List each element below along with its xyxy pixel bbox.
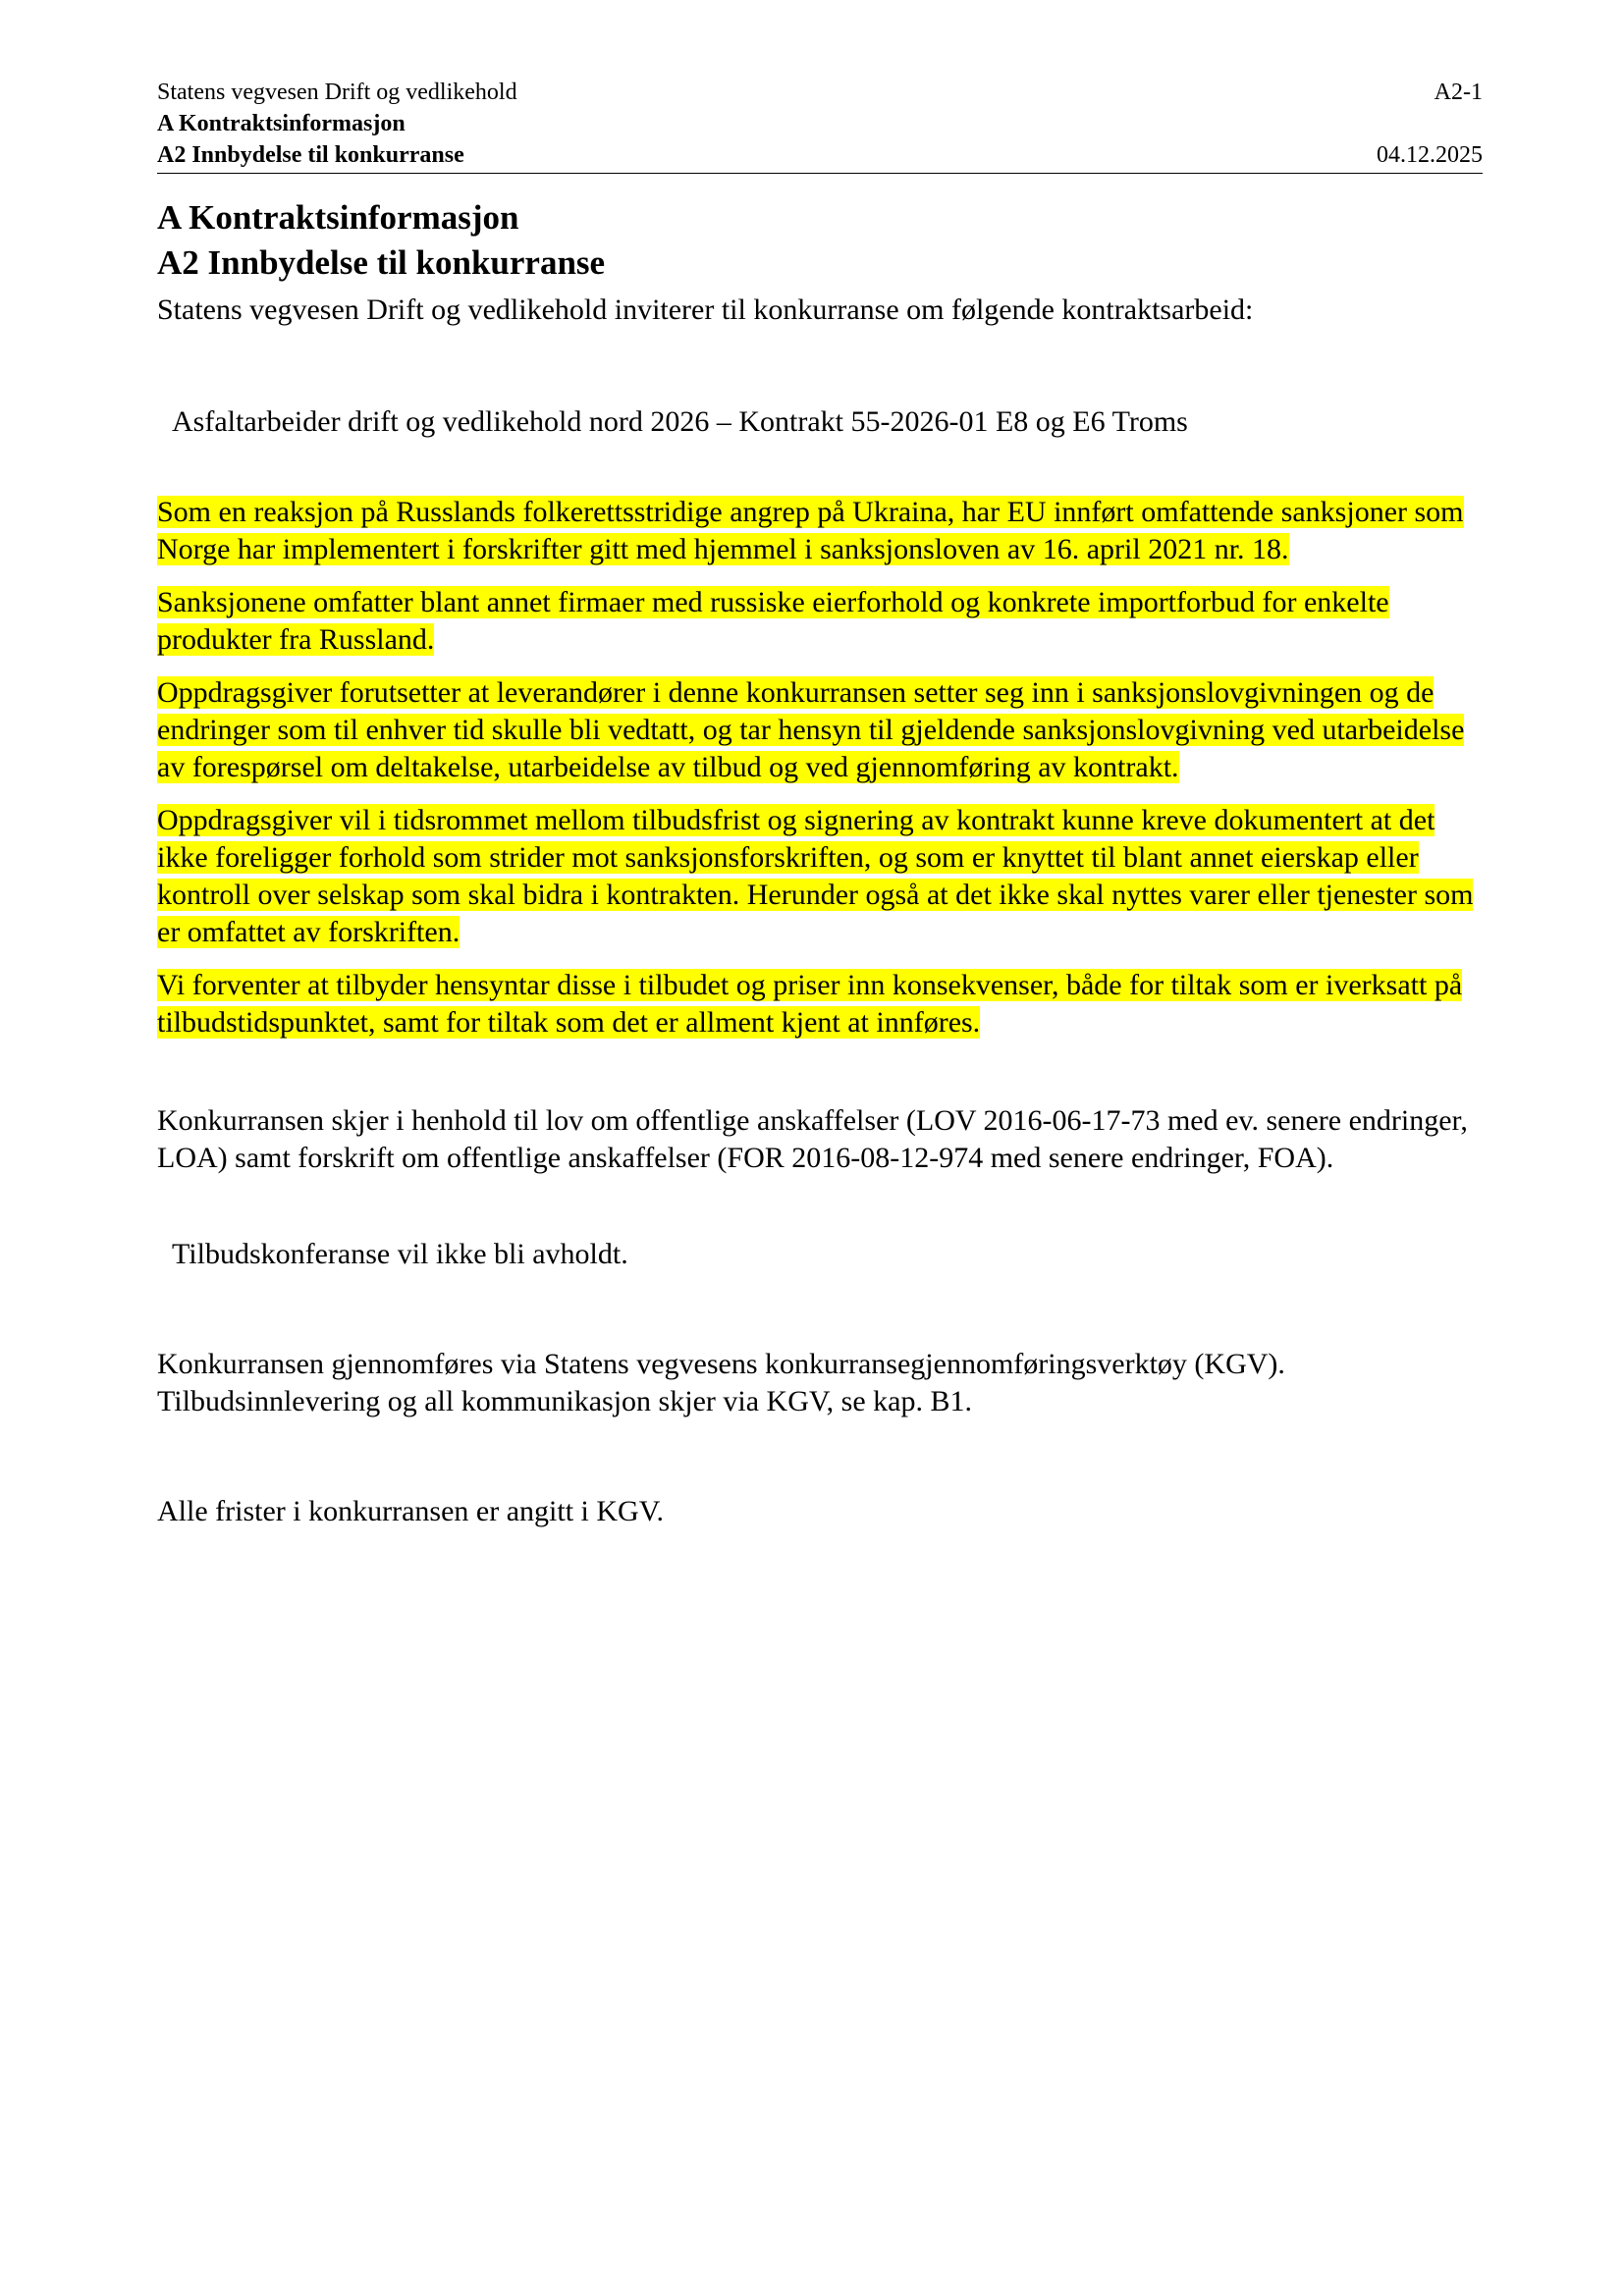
title-line-2: A2 Innbydelse til konkurranse [157,243,606,282]
header-date: 04.12.2025 [1377,142,1483,168]
highlighted-text: Som en reaksjon på Russlands folkerettsstridige angrep på Ukraina, har EU innført omfattende sanksjoner som Norge har implementert i forskrifter gitt med hjemmel i sanksjonsloven av 16. april 2021 nr. 18. [157,496,1464,565]
highlighted-text: Vi forventer at tilbyder hensyntar disse i tilbudet og priser inn konsekvenser, både for tiltak som er iverksatt på tilbudstidspunktet, samt for tiltak som det er allment kjent at innføres. [157,969,1463,1039]
document-title [157,195,1483,286]
header-org: Statens vegvesen Drift og vedlikehold [157,80,517,105]
header-page-ref: A2-1 [1434,80,1483,105]
document-page [157,77,1483,1530]
sanctions-paragraph-1 [157,494,1483,568]
deadlines-paragraph: Alle frister i konkurransen er angitt i KGV. [157,1495,664,1527]
kgv-paragraph [157,1346,1483,1420]
sanctions-paragraph-3 [157,674,1483,786]
kgv-line-1: Konkurransen gjennomføres via Statens vegvesens konkurransegjennomføringsverktøy (KGV). [157,1348,1285,1380]
contract-name: Asfaltarbeider drift og vedlikehold nord 2026 – Kontrakt 55-2026-01 E8 og E6 Troms [172,405,1188,438]
highlighted-text: Oppdragsgiver vil i tidsrommet mellom tilbudsfrist og signering av kontrakt kunne kreve dokumentert at det ikke foreligger forhold som strider mot sanksjonsforskriften, og som er knyttet til blant annet eierskap eller kontroll over selskap som skal bidra i kontrakten. Herunder også at det ikke skal nyttes varer eller tjenester som er omfattet av forskriften. [157,804,1474,948]
sanctions-paragraph-4 [157,802,1483,951]
conference-note: Tilbudskonferanse vil ikke bli avholdt. [172,1238,628,1270]
sanctions-section [157,494,1483,1041]
header-subsection: A2 Innbydelse til konkurranse [157,142,464,168]
kgv-line-2: Tilbudsinnlevering og all kommunikasjon skjer via KGV, se kap. B1. [157,1385,972,1417]
sanctions-paragraph-5 [157,967,1483,1041]
law-paragraph: Konkurransen skjer i henhold til lov om offentlige anskaffelser (LOV 2016-06-17-73 med ev. senere endringer, LOA) samt forskrift om offentlige anskaffelser (FOR 2016-08-12-974 med senere endringer, FOA). [157,1104,1468,1174]
page-header [157,77,1483,174]
title-line-1: A Kontraktsinformasjon [157,198,519,237]
sanctions-paragraph-2 [157,584,1483,659]
highlighted-text: Oppdragsgiver forutsetter at leverandører i denne konkurransen setter seg inn i sanksjonslovgivningen og de endringer som til enhver tid skulle bli vedtatt, og tar hensyn til gjeldende sanksjonslovgivning ved utarbeidelse av forespørsel om deltakelse, utarbeidelse av tilbud og ved gjennomføring av kontrakt. [157,676,1465,783]
header-section: A Kontraktsinformasjon [157,111,406,136]
intro-paragraph: Statens vegvesen Drift og vedlikehold inviterer til konkurranse om følgende kontraktsarbeid: [157,294,1254,326]
highlighted-text: Sanksjonene omfatter blant annet firmaer med russiske eierforhold og konkrete importforbud for enkelte produkter fra Russland. [157,586,1389,656]
